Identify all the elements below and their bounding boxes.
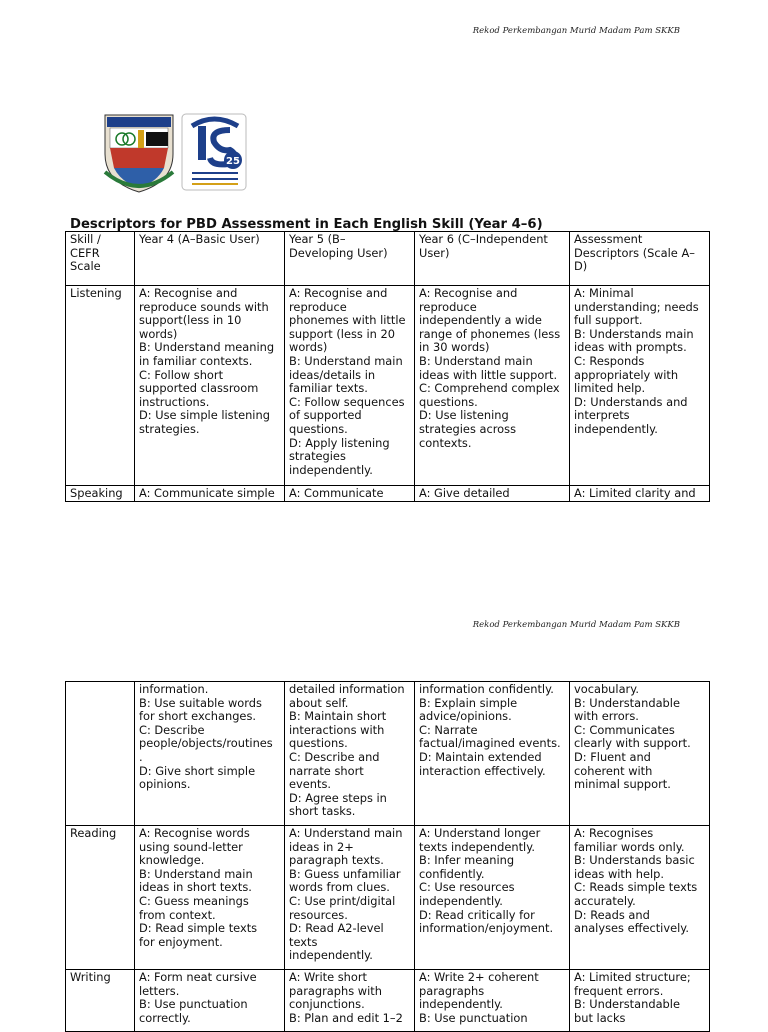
table-cell: A: Recognise and reproduce sounds with support(less in 10 words) B: Understand meaning in familiar contexts. C: Follow short supported classroom instructions. D: Use simple listening strategies. [135, 286, 285, 486]
table-cell: vocabulary. B: Understandable with errors. C: Communicates clearly with support. D: Fluent and coherent with minimal support. [570, 682, 710, 826]
header-cell: Year 4 (A–Basic User) [135, 232, 285, 286]
table-cell: A: Give detailed [415, 486, 570, 502]
page-title: Descriptors for PBD Assessment in Each English Skill (Year 4–6) [70, 217, 543, 232]
table-cell: A: Recognise words using sound-letter knowledge. B: Understand main ideas in short texts. C: Guess meanings from context. D: Read simple texts for enjoyment. [135, 826, 285, 970]
table-cell: A: Understand main ideas in 2+ paragraph texts. B: Guess unfamiliar words from clues. C: Use print/digital resources. D: Read A2-level texts independently. [285, 826, 415, 970]
table-cell: A: Communicate [285, 486, 415, 502]
table-row-speaking [66, 486, 710, 502]
table-cell: Listening [66, 286, 135, 486]
header-cell: Year 6 (C–Independent User) [415, 232, 570, 286]
table-header-row [66, 232, 710, 286]
header-cell: Assessment Descriptors (Scale A– D) [570, 232, 710, 286]
page-header-second: Rekod Perkembangan Murid Madam Pam SKKB [472, 620, 680, 630]
table-row-reading [66, 826, 710, 970]
table-cell: Reading [66, 826, 135, 970]
table-cell: A: Recognise and reproduce phonemes with little support (less in 20 words) B: Understand main ideas/details in familiar texts. C: Follow sequences of supported questions. D: Apply listening strategies independently. [285, 286, 415, 486]
table-row-speaking-continued [66, 682, 710, 826]
header-cell: Skill / CEFR Scale [66, 232, 135, 286]
table-cell [66, 682, 135, 826]
table-cell: A: Understand longer texts independently. B: Infer meaning confidently. C: Use resources independently. D: Read critically for information/enjoyment. [415, 826, 570, 970]
logos [102, 112, 248, 194]
table-cell: A: Recognise and reproduce independently a wide range of phonemes (less in 30 words) B: Understand main ideas with little support. C: Comprehend complex questions. D: Use listening strategies across contexts. [415, 286, 570, 486]
table-cell: Writing [66, 970, 135, 1032]
svg-text:25: 25 [226, 156, 240, 167]
header-cell: Year 5 (B– Developing User) [285, 232, 415, 286]
table-cell: detailed information about self. B: Maintain short interactions with questions. C: Describe and narrate short events. D: Agree steps in short tasks. [285, 682, 415, 826]
table-cell: information. B: Use suitable words for short exchanges. C: Describe people/objects/routines . D: Give short simple opinions. [135, 682, 285, 826]
table-row-listening [66, 286, 710, 486]
table-cell: A: Limited structure; frequent errors. B: Understandable but lacks [570, 970, 710, 1032]
table-cell: A: Form neat cursive letters. B: Use punctuation correctly. [135, 970, 285, 1032]
table-row-writing [66, 970, 710, 1032]
table-cell: A: Write 2+ coherent paragraphs independently. B: Use punctuation [415, 970, 570, 1032]
descriptor-table-page-2 [65, 681, 710, 1032]
page-header-top: Rekod Perkembangan Murid Madam Pam SKKB [472, 26, 680, 36]
descriptor-table-page-1 [65, 231, 710, 502]
table-cell: A: Write short paragraphs with conjunctions. B: Plan and edit 1–2 [285, 970, 415, 1032]
table-cell: A: Limited clarity and [570, 486, 710, 502]
table-cell: Speaking [66, 486, 135, 502]
table-cell: information confidently. B: Explain simple advice/opinions. C: Narrate factual/imagined events. D: Maintain extended interaction effectively. [415, 682, 570, 826]
table-cell: A: Recognises familiar words only. B: Understands basic ideas with help. C: Reads simple texts accurately. D: Reads and analyses effectively. [570, 826, 710, 970]
school-logos-image [102, 112, 248, 194]
table-cell: A: Minimal understanding; needs full support. B: Understands main ideas with prompts. C: Responds appropriately with limited help. D: Understands and interprets independently. [570, 286, 710, 486]
table-cell: A: Communicate simple [135, 486, 285, 502]
